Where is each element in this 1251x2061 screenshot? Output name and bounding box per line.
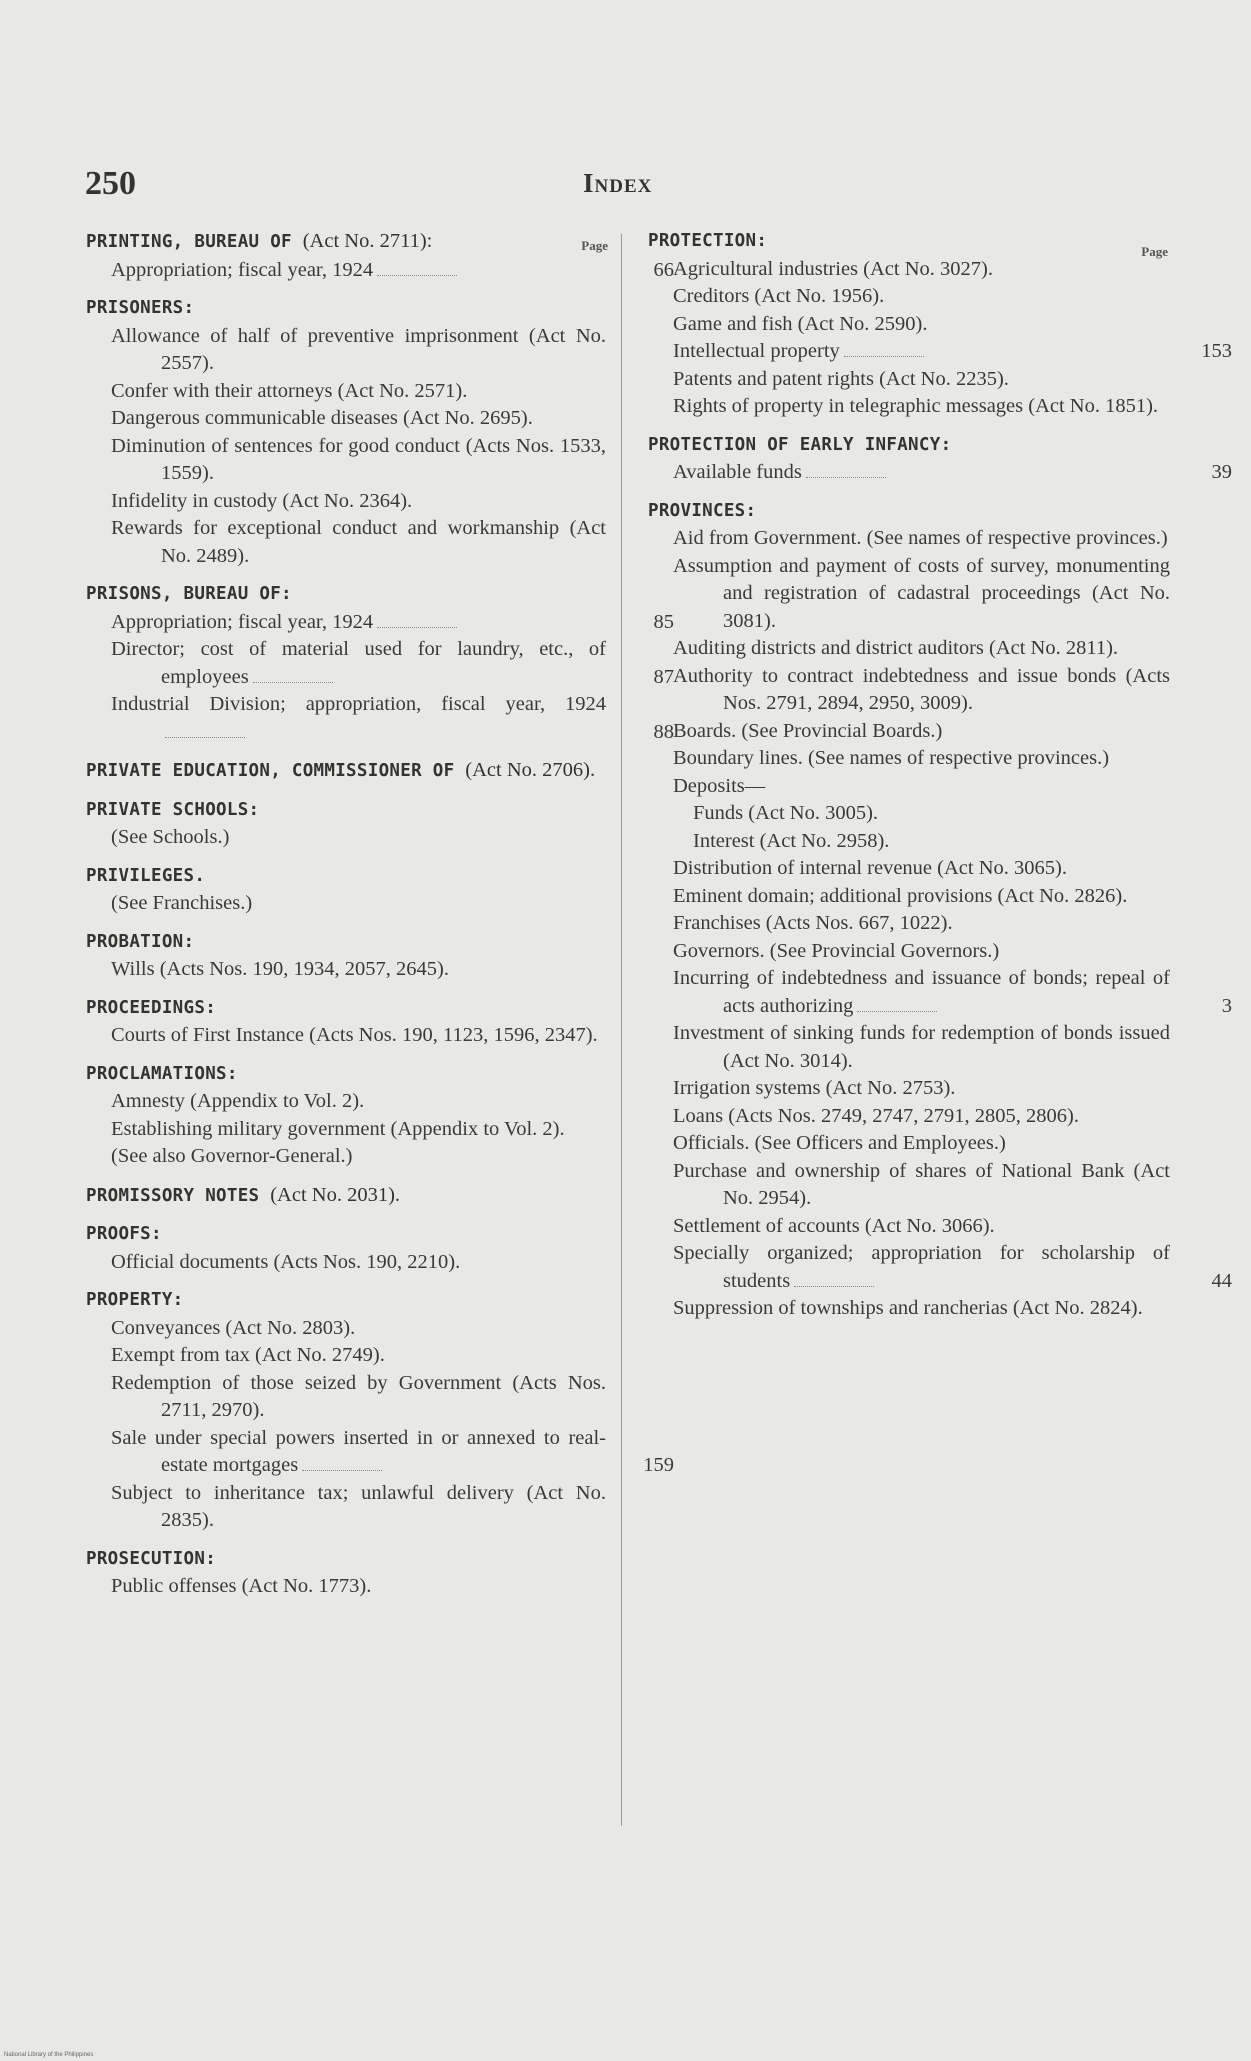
entry-heading (86, 1221, 606, 1249)
entry-heading-text: PRIVATE EDUCATION, COMMISSIONER OF (86, 761, 455, 781)
subentry (648, 663, 1170, 718)
entry-heading (86, 757, 606, 786)
index-column-left (86, 228, 674, 1612)
entry-heading (86, 1546, 606, 1574)
subentry-text: Investment of sinking funds for redemption of bonds issued (Act No. 3014). (673, 1022, 1170, 1072)
subentry-text: Franchises (Acts Nos. 667, 1022). (673, 912, 953, 934)
subentry (648, 525, 1170, 553)
entry-heading-text: PROBATION: (86, 931, 195, 952)
subentry-text: Irrigation systems (Act No. 2753). (673, 1077, 956, 1099)
leader-dots (377, 626, 457, 628)
subentry (86, 1022, 606, 1050)
subentry-text: Amnesty (Appendix to Vol. 2). (111, 1090, 365, 1112)
subentry-text: Suppression of townships and rancherias (Act No. 2824). (673, 1297, 1143, 1319)
subentry (86, 1425, 674, 1480)
index-entry (86, 1182, 606, 1211)
subentry-text: Creditors (Act No. 1956). (673, 285, 885, 307)
subentry-text: Public offenses (Act No. 1773). (111, 1575, 372, 1597)
index-entry (86, 1546, 606, 1601)
entry-heading (86, 228, 606, 257)
entry-heading-text: PRINTING, BUREAU OF (86, 232, 292, 252)
subentry (648, 459, 1232, 487)
subentry-text: Patents and patent rights (Act No. 2235). (673, 367, 1009, 390)
subentry-text: (See Schools.) (111, 826, 230, 848)
entry-heading-text: PROTECTION OF EARLY INFANCY: (648, 434, 952, 455)
subentry-text: Officials. (See Officers and Employees.) (673, 1132, 1006, 1154)
subentry (86, 1573, 606, 1601)
subentry (86, 1342, 606, 1370)
subentry (86, 515, 606, 570)
subentry-text: Wills (Acts Nos. 190, 1934, 2057, 2645). (111, 958, 449, 980)
subentry-text: Official documents (Acts Nos. 190, 2210). (111, 1250, 461, 1273)
subentry (86, 1480, 606, 1535)
subentry-text: Governors. (See Provincial Governors.) (673, 939, 1000, 962)
subentry-text: Infidelity in custody (Act No. 2364). (111, 489, 413, 512)
subentry-text: Agricultural industries (Act No. 3027). (673, 257, 993, 280)
subentry (648, 1130, 1170, 1158)
subentry-text: Aid from Government. (See names of respective provinces.) (673, 527, 1168, 549)
entry-heading-text: PROTECTION: (648, 231, 768, 251)
entry-heading-text: PROCEEDINGS: (86, 997, 217, 1018)
index-entry (86, 863, 606, 918)
index-entry (648, 228, 1232, 421)
entry-heading (86, 995, 606, 1023)
subentry (648, 393, 1170, 421)
column-divider (621, 234, 622, 1826)
page-column-label: Page (1141, 244, 1168, 259)
entry-heading-note: (Act No. 2031). (270, 1183, 401, 1206)
page-column-label: Page (581, 238, 608, 253)
subentry-text: Rights of property in telegraphic messages (Act No. 1851). (673, 395, 1159, 417)
subentry-text: Interest (Act No. 2958). (693, 829, 890, 852)
subentry-text: Dangerous communicable diseases (Act No. 2695). (111, 407, 533, 429)
page-reference: 87 (653, 665, 674, 688)
index-entry (86, 228, 674, 284)
subentry (86, 636, 674, 691)
index-entry (648, 432, 1232, 487)
subentry (648, 1020, 1170, 1075)
index-column-right (648, 228, 1232, 1334)
entry-heading-text: PROCLAMATIONS: (86, 1063, 238, 1084)
subentry (86, 1315, 606, 1343)
entry-heading (86, 797, 606, 825)
subentry-text: Industrial Division; appropriation, fiscal year, 1924 (111, 693, 606, 715)
page-reference: 88 (653, 720, 674, 743)
page-reference: 39 (1211, 461, 1232, 483)
subentry (648, 965, 1232, 1020)
subentry-text: Appropriation; fiscal year, 1924 (111, 258, 374, 281)
subentry-text: Exempt from tax (Act No. 2749). (111, 1344, 385, 1366)
subentry-text: Incurring of indebtedness and issuance of bonds; repeal of acts authorizing (673, 967, 1170, 1017)
entry-heading-note: (Act No. 2711): (302, 230, 433, 252)
subentry-text: Diminution of sentences for good conduct (Acts Nos. 1533, 1559). (111, 434, 606, 484)
entry-heading (86, 1287, 606, 1315)
index-entry (86, 1287, 674, 1535)
subentry (86, 378, 606, 406)
leader-dots (302, 1469, 382, 1471)
subentry-text: Settlement of accounts (Act No. 3066). (673, 1214, 995, 1237)
subentry-text: Specially organized; appropriation for scholarship of students (673, 1242, 1170, 1292)
subentry-text: Deposits— (673, 774, 766, 797)
subentry-text: Auditing districts and district auditors (Act No. 2811). (673, 637, 1119, 659)
subentry-text: Allowance of half of preventive imprisonment (Act No. 2557). (111, 324, 606, 374)
entry-heading (86, 581, 606, 609)
subentry (648, 283, 1170, 311)
entry-heading (86, 1061, 606, 1089)
index-entry (86, 995, 606, 1050)
subentry (86, 824, 606, 852)
subentry (648, 938, 1170, 966)
leader-dots (165, 736, 245, 738)
subentry (648, 800, 1170, 828)
subentry-text: Director; cost of material used for laundry, etc., of employees (111, 638, 606, 688)
subentry (86, 1249, 606, 1277)
subentry (648, 773, 1170, 801)
leader-dots (844, 355, 924, 357)
subentry-text: Authority to contract indebtedness and issue bonds (Acts Nos. 2791, 2894, 2950, 3009). (673, 664, 1170, 714)
entry-heading (648, 228, 1170, 256)
entry-heading-text: PROMISSORY NOTES (86, 1185, 260, 1206)
subentry (648, 745, 1170, 773)
entry-heading (86, 295, 606, 323)
entry-heading (86, 929, 606, 957)
entry-heading-note: (Act No. 2706). (465, 759, 596, 781)
entry-heading-text: PROSECUTION: (86, 1548, 217, 1569)
leader-dots (377, 274, 457, 276)
index-entry (86, 1061, 606, 1171)
subentry (648, 828, 1170, 856)
subentry-text: Establishing military government (Appendix to Vol. 2). (111, 1117, 565, 1140)
subentry-text: Purchase and ownership of shares of National Bank (Act No. 2954). (673, 1159, 1170, 1209)
index-entry (86, 929, 606, 984)
subentry-text: Eminent domain; additional provisions (Act No. 2826). (673, 884, 1128, 907)
entry-heading-text: PROOFS: (86, 1224, 162, 1244)
entry-heading-text: PRISONERS: (86, 298, 195, 318)
index-entry (86, 295, 606, 570)
subentry (648, 553, 1170, 636)
subentry (86, 323, 606, 378)
subentry (648, 910, 1170, 938)
entry-heading (648, 432, 1170, 460)
subentry-text: Distribution of internal revenue (Act No. 3065). (673, 857, 1067, 879)
subentry (648, 366, 1170, 394)
leader-dots (857, 1010, 937, 1012)
entry-heading (86, 1182, 606, 1211)
entry-heading-text: PRIVILEGES. (86, 865, 206, 886)
entry-heading-text: PRIVATE SCHOOLS: (86, 799, 260, 820)
subentry (86, 956, 606, 984)
subentry (86, 609, 674, 637)
subentry (648, 883, 1170, 911)
subentry (86, 1116, 606, 1144)
index-entry (86, 797, 606, 852)
entry-heading-text: PROVINCES: (648, 500, 757, 521)
subentry (648, 1158, 1170, 1213)
page-reference: 44 (1211, 1269, 1232, 1292)
subentry (86, 433, 606, 488)
subentry-text: Available funds (673, 461, 802, 483)
page-reference: 85 (653, 610, 674, 633)
subentry (86, 890, 606, 918)
subentry (86, 488, 606, 516)
index-entry (648, 498, 1232, 1323)
subentry-text: Boards. (See Provincial Boards.) (673, 719, 943, 742)
leader-dots (253, 681, 333, 683)
page-reference: 3 (1221, 994, 1232, 1017)
leader-dots (806, 476, 886, 478)
subentry-text: Sale under special powers inserted in or annexed to real-estate mortgages (111, 1426, 606, 1476)
index-entry (86, 1221, 606, 1276)
subentry-text: Rewards for exceptional conduct and workmanship (Act No. 2489). (111, 517, 606, 567)
page-reference: 153 (1201, 340, 1232, 362)
subentry (648, 1295, 1170, 1323)
subentry (86, 257, 674, 285)
page-reference: 159 (643, 1454, 674, 1476)
running-head: Index (583, 168, 653, 198)
leader-dots (794, 1285, 874, 1287)
subentry-text: Assumption and payment of costs of survey, monumenting and registration of cadastral proceedings (Act No. 3081). (673, 554, 1170, 632)
subentry-text: Boundary lines. (See names of respective provinces.) (673, 747, 1110, 769)
subentry (648, 338, 1232, 366)
subentry-text: Subject to inheritance tax; unlawful delivery (Act No. 2835). (111, 1481, 606, 1531)
subentry-text: (See also Governor-General.) (111, 1145, 353, 1167)
subentry (86, 1370, 606, 1425)
subentry (648, 1213, 1170, 1241)
subentry (86, 405, 606, 433)
index-entry (86, 581, 674, 746)
index-entry (86, 757, 606, 786)
subentry (86, 1143, 606, 1171)
subentry-text: Courts of First Instance (Acts Nos. 190, 1123, 1596, 2347). (111, 1024, 598, 1046)
entry-heading (648, 498, 1170, 526)
subentry (648, 1240, 1232, 1295)
subentry (648, 635, 1170, 663)
subentry (648, 1075, 1170, 1103)
entry-heading (86, 863, 606, 891)
subentry-text: Appropriation; fiscal year, 1924 (111, 610, 374, 633)
subentry-text: Redemption of those seized by Government (Acts Nos. 2711, 2970). (111, 1371, 606, 1421)
subentry (648, 311, 1170, 339)
subentry (648, 1103, 1170, 1131)
subentry-text: (See Franchises.) (111, 892, 253, 914)
entry-heading-text: PRISONS, BUREAU OF: (86, 584, 292, 604)
subentry (648, 256, 1170, 284)
subentry-text: Conveyances (Act No. 2803). (111, 1316, 356, 1339)
page-number: 250 (85, 165, 136, 202)
subentry (648, 855, 1170, 883)
subentry (86, 1088, 606, 1116)
page-reference: 66 (653, 258, 674, 281)
subentry-text: Intellectual property (673, 340, 840, 362)
subentry-text: Game and fish (Act No. 2590). (673, 312, 928, 335)
entry-heading-text: PROPERTY: (86, 1290, 184, 1310)
subentry (86, 691, 674, 746)
subentry-text: Funds (Act No. 3005). (693, 802, 879, 824)
subentry-text: Confer with their attorneys (Act No. 2571). (111, 379, 468, 402)
subentry-text: Loans (Acts Nos. 2749, 2747, 2791, 2805, 2806). (673, 1104, 1079, 1127)
footer-credit: National Library of the Philippines (4, 2052, 94, 2058)
subentry (648, 718, 1170, 746)
